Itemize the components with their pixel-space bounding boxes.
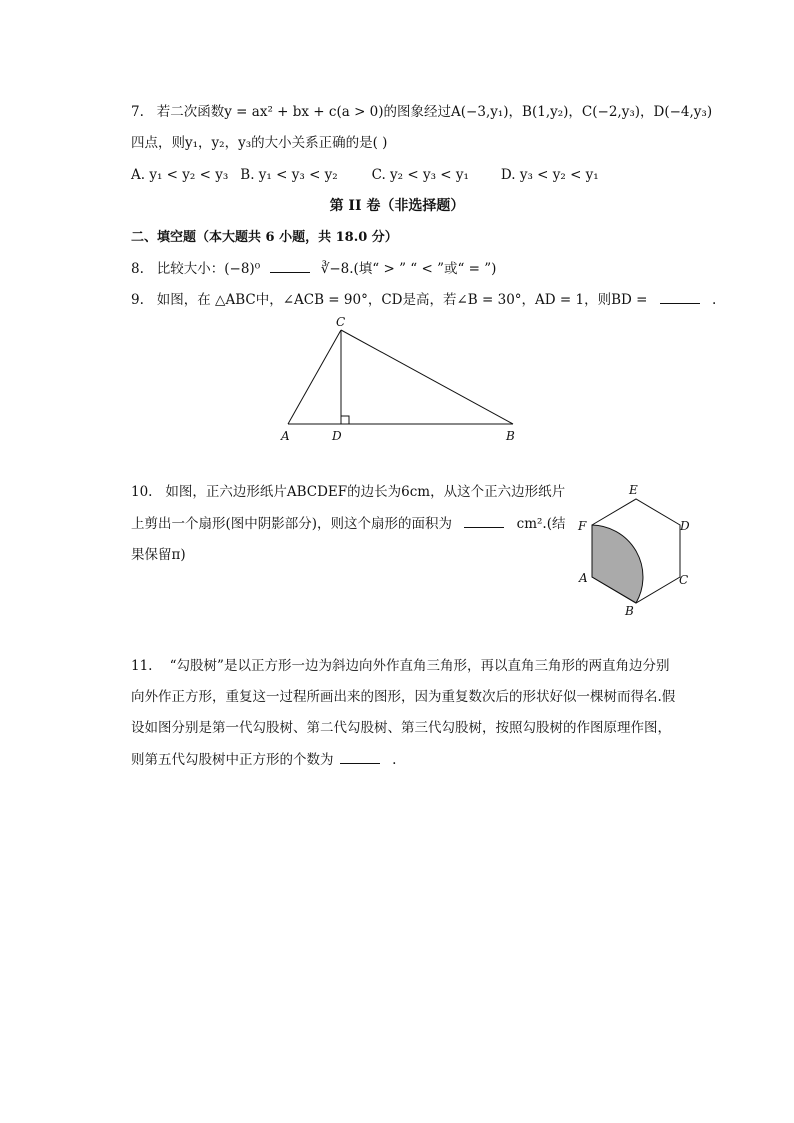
q11-number: 11.	[131, 658, 153, 674]
q10-label-a: A	[579, 571, 588, 585]
q11-end: .	[392, 752, 397, 768]
q7-text-line-1: 若二次函数y = ax² + bx + c(a > 0)的图象经过A(−3,y₁)，B(1,y₂)，C(−2,y₃)，D(−4,y₃)	[156, 104, 713, 120]
q7-options	[131, 165, 599, 185]
q10-label-b: B	[625, 604, 634, 618]
q10-line-1	[131, 482, 565, 502]
q10-shaded-sector	[592, 525, 643, 603]
q7-option-d[interactable]: D. y₃ < y₂ < y₁	[500, 167, 599, 183]
q8-suffix: ∛−8.(填“ > ” “ < ”或“ = ”)	[320, 261, 497, 277]
q8-answer-blank[interactable]	[270, 258, 310, 273]
q9-answer-blank[interactable]	[660, 289, 700, 304]
q10-line-3	[131, 545, 186, 565]
q11-answer-blank[interactable]	[340, 749, 380, 764]
q9-text: 如图，在 △ABC中，∠ACB = 90°，CD是高，若∠B = 30°，AD = 1，则BD =	[156, 292, 648, 308]
q9-label-b: B	[506, 429, 515, 443]
q7-line-1	[131, 102, 712, 122]
q7-line-2	[131, 133, 387, 153]
q7-option-a[interactable]: A. y₁ < y₂ < y₃	[131, 167, 229, 183]
q7-option-b[interactable]: B. y₁ < y₃ < y₂	[240, 167, 338, 183]
q7-option-c[interactable]: C. y₂ < y₃ < y₁	[371, 167, 469, 183]
q9-side-ac	[288, 330, 341, 424]
q11-line-4	[131, 749, 396, 770]
q9-label-a: A	[281, 429, 290, 443]
q9-triangle-figure	[278, 312, 528, 447]
q8-line	[131, 258, 496, 279]
q10-text-line-2b: cm².(结	[516, 516, 566, 532]
q7-text-line-2: 四点，则y₁，y₂，y₃的大小关系正确的是( )	[131, 135, 388, 151]
q10-label-c: C	[679, 573, 689, 587]
q10-text-line-2a: 上剪出一个扇形(图中阴影部分)，则这个扇形的面积为	[131, 516, 453, 532]
q10-text-line-1: 如图，正六边形纸片ABCDEF的边长为6cm，从这个正六边形纸片	[165, 484, 566, 500]
q11-line-3	[131, 718, 671, 738]
q9-line	[131, 289, 716, 310]
q9-label-c: C	[336, 315, 346, 329]
q10-number: 10.	[131, 484, 153, 500]
q9-end: .	[712, 292, 717, 308]
q10-label-d: D	[680, 519, 690, 533]
q8-number: 8.	[131, 261, 144, 277]
q10-line-2	[131, 513, 565, 534]
q9-label-d: D	[332, 429, 342, 443]
q7-number: 7.	[131, 104, 144, 120]
q11-text-line-1: “勾股树”是以正方形一边为斜边向外作直角三角形，再以直角三角形的两直角边分别	[169, 658, 670, 674]
q9-right-angle-mark	[341, 416, 349, 424]
q9-side-cb	[341, 330, 513, 424]
q10-label-f: F	[578, 519, 587, 533]
q11-text-line-2: 向外作正方形，重复这一过程所画出来的图形，因为重复数次后的形状好似一棵树而得名.假	[131, 689, 676, 705]
q9-number: 9.	[131, 292, 144, 308]
q10-hexagon-figure	[570, 480, 700, 620]
q8-prefix: 比较大小：(−8)⁰	[156, 261, 261, 277]
q11-text-line-4: 则第五代勾股树中正方形的个数为	[131, 752, 334, 768]
part-title: 二、填空题（本大题共 6 小题，共 18.0 分）	[131, 230, 398, 245]
q10-answer-blank[interactable]	[464, 513, 504, 528]
q11-line-2	[131, 687, 675, 707]
q11-line-1	[131, 656, 669, 676]
q11-text-line-3: 设如图分别是第一代勾股树、第二代勾股树、第三代勾股树，按照勾股树的作图原理作图，	[131, 720, 671, 736]
q10-text-line-3: 果保留π)	[131, 547, 186, 563]
section-title: 第 II 卷（非选择题）	[329, 198, 465, 214]
q10-label-e: E	[629, 483, 638, 497]
